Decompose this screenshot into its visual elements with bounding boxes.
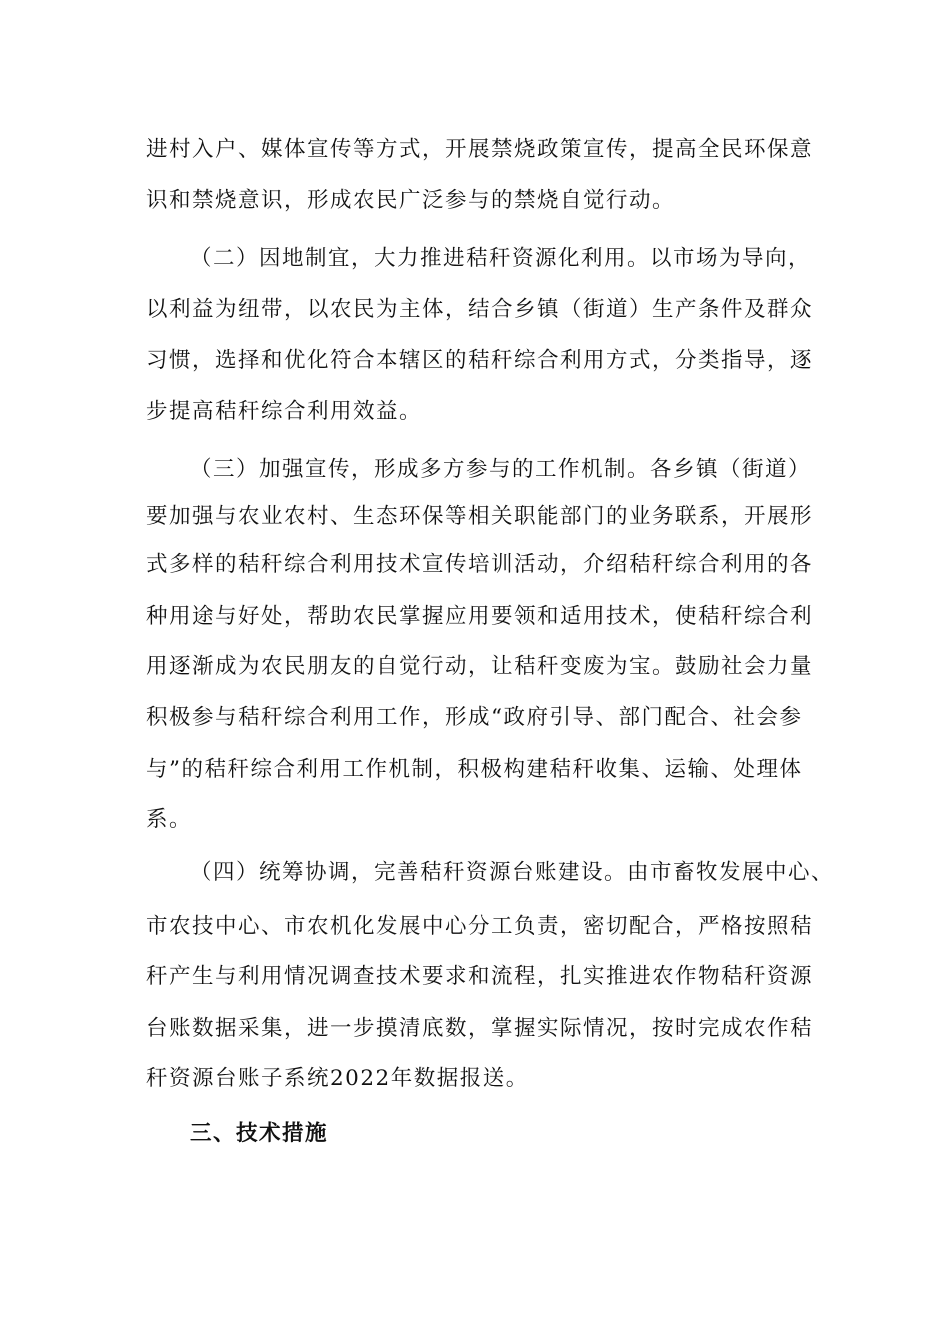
- paragraph-line: 系。: [146, 807, 193, 832]
- paragraph-line: 与”的秸秆综合利用工作机制，积极构建秸秆收集、运输、处理体: [146, 757, 803, 782]
- paragraph-line: 习惯，选择和优化符合本辖区的秸秆综合利用方式，分类指导，逐: [146, 348, 814, 373]
- paragraph-line: 秆产生与利用情况调查技术要求和流程，扎实推进农作物秸秆资源: [146, 964, 814, 989]
- paragraph-line: （四）统筹协调，完善秸秆资源台账建设。由市畜牧发展中心、: [190, 860, 835, 885]
- paragraph-line: 识和禁烧意识，形成农民广泛参与的禁烧自觉行动。: [146, 188, 676, 213]
- paragraph-line: 用逐渐成为农民朋友的自觉行动，让秸秆变废为宝。鼓励社会力量: [146, 654, 814, 679]
- paragraph-line: 市农技中心、市农机化发展中心分工负责，密切配合，严格按照秸: [146, 914, 814, 939]
- paragraph-line: 步提高秸秆综合利用效益。: [146, 399, 423, 424]
- section-heading: 三、技术措施: [190, 1121, 329, 1146]
- paragraph-line: 台账数据采集，进一步摸清底数，掌握实际情况，按时完成农作秸: [146, 1016, 814, 1041]
- paragraph-line: 积极参与秸秆综合利用工作，形成“政府引导、部门配合、社会参: [146, 705, 803, 730]
- paragraph-line: 进村入户、媒体宣传等方式，开展禁烧政策宣传，提高全民环保意: [146, 137, 814, 162]
- paragraph-line: （二）因地制宜，大力推进秸秆资源化利用。以市场为导向，: [190, 246, 812, 271]
- paragraph-line: 秆资源台账子系统2022年数据报送。: [146, 1066, 529, 1091]
- paragraph-line: 要加强与农业农村、生态环保等相关职能部门的业务联系，开展形: [146, 504, 814, 529]
- paragraph-line: 种用途与好处，帮助农民掌握应用要领和适用技术，使秸秆综合利: [146, 604, 814, 629]
- paragraph-line: 式多样的秸秆综合利用技术宣传培训活动，介绍秸秆综合利用的各: [146, 552, 814, 577]
- paragraph-line: （三）加强宣传，形成多方参与的工作机制。各乡镇（街道）: [190, 457, 812, 482]
- paragraph-line: 以利益为纽带，以农民为主体，结合乡镇（街道）生产条件及群众: [146, 297, 814, 322]
